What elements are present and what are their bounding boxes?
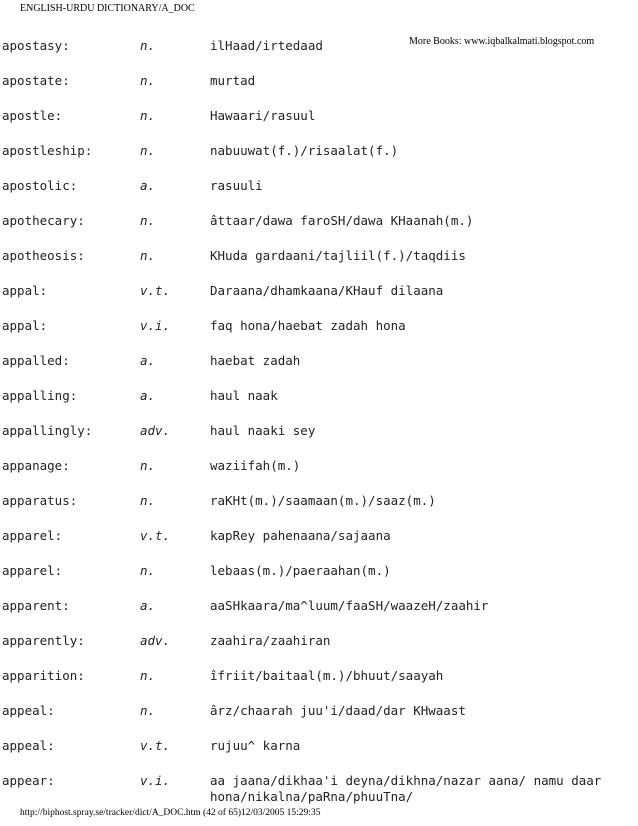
entry-word: appear: <box>2 773 55 788</box>
entry-part-of-speech: v.t. <box>140 528 171 543</box>
entry-definition: faq hona/haebat zadah hona <box>210 318 406 333</box>
entry-definition: nabuuwat(f.)/risaalat(f.) <box>210 143 399 158</box>
entry-word: appeal: <box>2 738 55 753</box>
entry-definition: ilHaad/irtedaad <box>210 38 323 53</box>
entry-definition: raKHt(m.)/saamaan(m.)/saaz(m.) <box>210 493 436 508</box>
entry-definition: zaahira/zaahiran <box>210 633 331 648</box>
dictionary-entry <box>0 633 638 668</box>
entry-word: apparently: <box>2 633 85 648</box>
entry-definition: murtad <box>210 73 256 88</box>
document-header: ENGLISH-URDU DICTIONARY/A_DOC <box>20 3 195 14</box>
entry-definition: waziifah(m.) <box>210 458 301 473</box>
dictionary-entry <box>0 178 638 213</box>
entry-word: apostle: <box>2 108 63 123</box>
entry-word: apostleship: <box>2 143 93 158</box>
entry-word: apparent: <box>2 598 70 613</box>
entry-word: apostate: <box>2 73 70 88</box>
entry-part-of-speech: v.i. <box>140 318 171 333</box>
entry-word: apparel: <box>2 563 63 578</box>
entry-word: apotheosis: <box>2 248 85 263</box>
entry-word: apparatus: <box>2 493 78 508</box>
dictionary-entry <box>0 283 638 318</box>
entry-part-of-speech: n. <box>140 668 156 683</box>
entry-definition: haul naaki sey <box>210 423 316 438</box>
entry-definition: aa jaana/dikhaa'i deyna/dikhna/nazar aana/ namu daar hona/nikalna/paRna/phuuTna/ <box>210 773 602 804</box>
dictionary-entry <box>0 458 638 493</box>
entry-definition: haebat zadah <box>210 353 301 368</box>
entry-definition: lebaas(m.)/paeraahan(m.) <box>210 563 391 578</box>
entry-word: apostasy: <box>2 38 70 53</box>
dictionary-entry <box>0 773 638 808</box>
entry-definition: Daraana/dhamkaana/KHauf dilaana <box>210 283 444 298</box>
dictionary-entry <box>0 38 638 73</box>
entry-part-of-speech: v.i. <box>140 773 171 788</box>
dictionary-entry <box>0 353 638 388</box>
dictionary-entry <box>0 703 638 738</box>
dictionary-entries <box>0 38 638 808</box>
dictionary-entry <box>0 108 638 143</box>
entry-part-of-speech: v.t. <box>140 738 171 753</box>
entry-part-of-speech: a. <box>140 178 156 193</box>
entry-definition: îfriit/baitaal(m.)/bhuut/saayah <box>210 668 444 683</box>
entry-part-of-speech: adv. <box>140 633 171 648</box>
dictionary-entry <box>0 423 638 458</box>
dictionary-entry <box>0 213 638 248</box>
page-footer-url: http://biphost.spray.se/tracker/dict/A_DOC.htm (42 of 65)12/03/2005 15:29:35 <box>20 808 321 818</box>
dictionary-entry <box>0 528 638 563</box>
dictionary-entry <box>0 668 638 703</box>
dictionary-entry <box>0 248 638 283</box>
dictionary-entry <box>0 738 638 773</box>
entry-part-of-speech: n. <box>140 38 156 53</box>
entry-definition: aaSHkaara/ma^luum/faaSH/waazeH/zaahir <box>210 598 489 613</box>
entry-part-of-speech: n. <box>140 73 156 88</box>
entry-part-of-speech: adv. <box>140 423 171 438</box>
entry-definition: rasuuli <box>210 178 263 193</box>
dictionary-entry <box>0 563 638 598</box>
entry-word: appal: <box>2 318 48 333</box>
entry-word: apothecary: <box>2 213 85 228</box>
promo-link[interactable]: More Books: www.iqbalkalmati.blogspot.com <box>409 36 595 47</box>
entry-word: apparel: <box>2 528 63 543</box>
entry-word: appallingly: <box>2 423 93 438</box>
entry-word: appalling: <box>2 388 78 403</box>
entry-part-of-speech: n. <box>140 108 156 123</box>
dictionary-entry <box>0 318 638 353</box>
entry-word: appalled: <box>2 353 70 368</box>
entry-definition: rujuu^ karna <box>210 738 301 753</box>
entry-part-of-speech: a. <box>140 598 156 613</box>
entry-word: apostolic: <box>2 178 78 193</box>
entry-definition: âttaar/dawa faroSH/dawa KHaanah(m.) <box>210 213 474 228</box>
dictionary-entry <box>0 598 638 633</box>
dictionary-entry <box>0 493 638 528</box>
entry-part-of-speech: a. <box>140 388 156 403</box>
entry-word: apparition: <box>2 668 85 683</box>
entry-part-of-speech: n. <box>140 703 156 718</box>
entry-part-of-speech: n. <box>140 213 156 228</box>
entry-part-of-speech: n. <box>140 248 156 263</box>
entry-part-of-speech: n. <box>140 143 156 158</box>
entry-part-of-speech: n. <box>140 458 156 473</box>
dictionary-entry <box>0 73 638 108</box>
entry-definition: Hawaari/rasuul <box>210 108 316 123</box>
dictionary-entry <box>0 388 638 423</box>
entry-part-of-speech: v.t. <box>140 283 171 298</box>
entry-part-of-speech: a. <box>140 353 156 368</box>
entry-definition: haul naak <box>210 388 278 403</box>
entry-part-of-speech: n. <box>140 493 156 508</box>
entry-word: appal: <box>2 283 48 298</box>
entry-definition: kapRey pahenaana/sajaana <box>210 528 391 543</box>
entry-word: appanage: <box>2 458 70 473</box>
dictionary-entry <box>0 143 638 178</box>
entry-definition: KHuda gardaani/tajliil(f.)/taqdiis <box>210 248 466 263</box>
entry-definition: ârz/chaarah juu'i/daad/dar KHwaast <box>210 703 466 718</box>
entry-word: appeal: <box>2 703 55 718</box>
entry-part-of-speech: n. <box>140 563 156 578</box>
